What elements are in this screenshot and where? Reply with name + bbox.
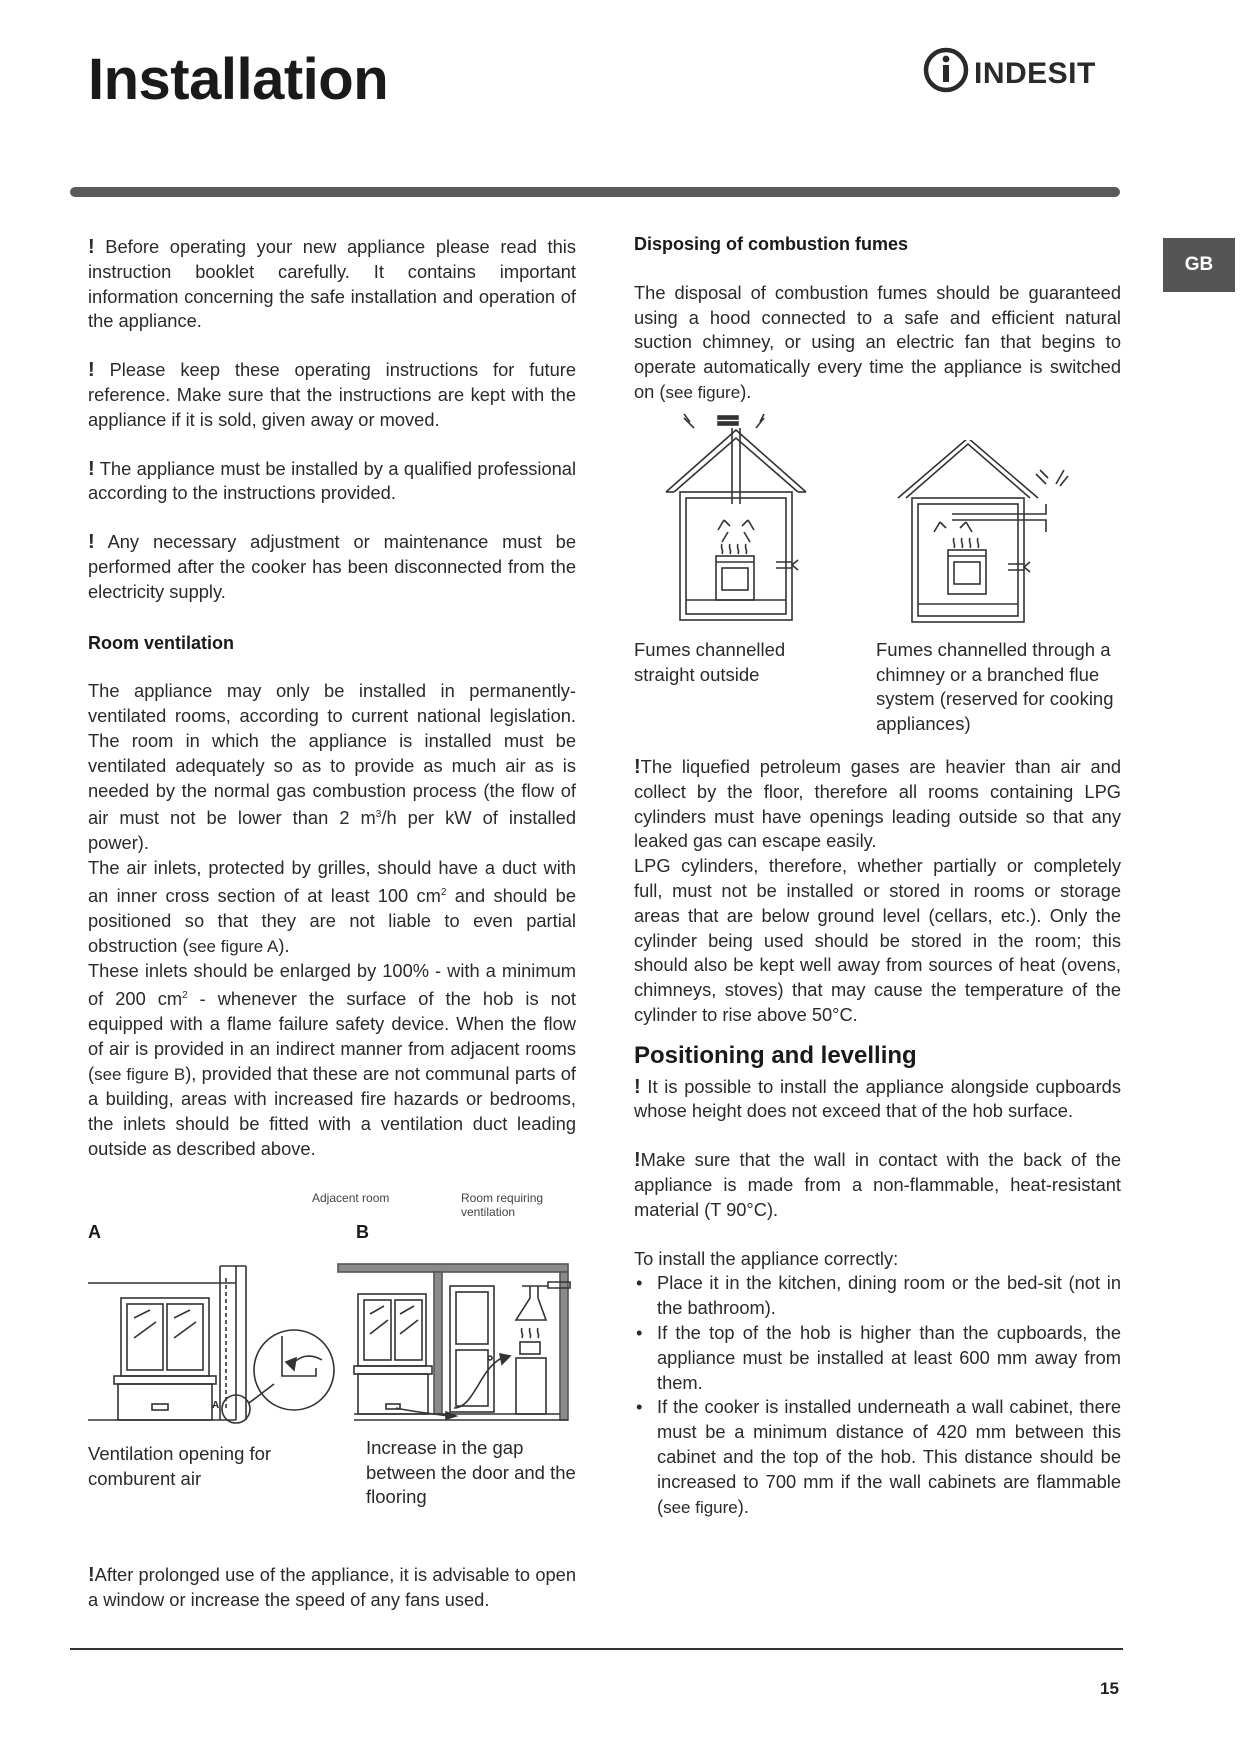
figure-a-ventilation-opening [86,1258,346,1428]
intro-paragraph-2: ! Please keep these operating instructions for future reference. Make sure that the instructions are kept with the appliance if it is sold, given away or moved. [88,359,576,430]
warning-mark: ! [88,531,95,554]
figure-b-letter: B [356,1222,369,1242]
label-adjacent-room: Adjacent room [312,1191,390,1205]
figure-b-reference: see figure B [94,1064,186,1084]
intro-paragraph-1: ! Before operating your new appliance please read this instruction booklet carefully. It contains important information concerning the safe installation and operation of the appliance. [88,236,576,332]
figure-a-letter: A [88,1222,101,1242]
intro-paragraph-4: ! Any necessary adjustment or maintenance must be performed after the cooker has been disconnected from the electricity supply. [88,531,577,602]
fumes-heading: Disposing of combustion fumes [634,234,909,254]
figure-fumes-chimney [896,440,1076,630]
positioning-heading: Positioning and levelling [634,1041,917,1069]
warning-mark: ! [88,457,95,480]
warning-mark: ! [634,1149,641,1172]
figure-fumes-straight-outside [664,412,824,630]
ventilation-paragraph-1: The appliance may only be installed in permanently-ventilated rooms, according to current national legislation. The room in which the appliance is installed must be ventilated adequately so as to provide as much air as is needed by the normal gas combustion process (the flow of air must not be lower than 2 $m^3/h$ per kW of installed power). [88,680,576,854]
indesit-logo [922,44,1122,100]
language-tab: GB [1163,238,1235,292]
positioning-paragraph-1: ! It is possible to install the appliance alongside cupboards whose height does not exceed that of the hob surface. [634,1075,1121,1122]
install-bullet-1: • Place it in the kitchen, dining room or the bed-sit (not in the bathroom). [634,1271,1121,1321]
right-column-bottom [634,755,1121,1520]
caption-figure-a: Ventilation opening for comburent air [88,1443,272,1489]
install-intro: To install the appliance correctly: [634,1247,899,1269]
install-bullet-3: • If the cooker is installed underneath a wall cabinet, there must be a minimum distance of 420 mm between this cabinet and the top of the hob. This distance should be increased to 700 mm if the wall cabinets are flammable (see figure). [634,1395,1121,1520]
closing-paragraph: !After prolonged use of the appliance, it is advisable to open a window or increase the speed of any fans used. [88,1564,576,1610]
label-room-requiring-ventilation: Room requiring ventilation [461,1191,544,1219]
fumes-figure-reference: see figure [665,382,741,402]
fumes-paragraph: The disposal of combustion fumes should be guaranteed using a hood connected to a safe and efficient natural suction chimney, or using an electric fan that begins to operate automatically every time the appliance is switched on (see figure). [634,281,1121,402]
indesit-logo-icon [922,44,1122,100]
warning-mark: ! [88,359,95,382]
ventilation-paragraph-3: These inlets should be enlarged by 100% - with a minimum of 200 $cm^2$ - whenever the surface of the hob is not equipped with a flame failure safety device. When the flow of air is provided in an indirect manner from adjacent rooms (see figure B), provided that these are not communal parts of a building, areas with increased fire hazards or bedrooms, the inlets should be fitted with a ventilation duct leading outside as described above. [88,960,576,1159]
right-column-top [634,232,1121,406]
brand-name: INDESIT [974,57,1096,90]
footer-rule [70,1648,1123,1650]
positioning-paragraph-2: !Make sure that the wall in contact with the back of the appliance is made from a non-flammable, heat-resistant material (T 90°C). [634,1149,1121,1220]
bullet-figure-reference: see figure [663,1497,738,1517]
left-column [88,235,576,1162]
lpg-paragraph-1: !The liquefied petroleum gases are heavier than air and collect by the floor, therefore all rooms containing LPG cylinders must have openings leading outside so that any leaked gas can escape easily. [634,756,1121,852]
warning-mark: ! [634,1075,641,1098]
warning-mark: ! [88,236,95,258]
figure-a-reference: see figure A [188,936,279,956]
figure-a-marker: A [212,1400,220,1411]
intro-paragraph-3: ! The appliance must be installed by a qualified professional according to the instructions provided. [88,457,577,504]
page-title: Installation [88,47,389,112]
ventilation-paragraph-2: The air inlets, protected by grilles, should have a duct with an inner cross section of at least 100 $cm^2$ and should be positioned so that they are not liable to even partial obstruction (see figure A). [88,857,576,956]
lpg-paragraph-2: LPG cylinders, therefore, whether partially or completely full, must not be installed or stored in rooms or storage areas that are below ground level (cellars, etc.). Only the cylinder being used should be stored in the room; this should also be kept well away from sources of heat (ovens, chimneys, stoves) that may cause the temperature of the cylinder to rise above 50°C. [634,855,1121,1025]
caption-fumes-chimney: Fumes channelled through a chimney or a branched flue system (reserved for cooking appliances) [876,639,1114,734]
figure-b-door-gap [334,1258,574,1430]
room-ventilation-heading: Room ventilation [88,632,235,653]
header-rule [70,187,1120,197]
caption-figure-b: Increase in the gap between the door and the flooring [366,1437,576,1507]
install-bullet-2: • If the top of the hob is higher than the cupboards, the appliance must be installed at least 600 mm away from them. [634,1321,1121,1395]
caption-fumes-straight: Fumes channelled straight outside [634,639,786,685]
warning-mark: ! [88,1564,95,1586]
warning-mark: ! [634,756,641,778]
page-number: 15 [1100,1679,1119,1698]
